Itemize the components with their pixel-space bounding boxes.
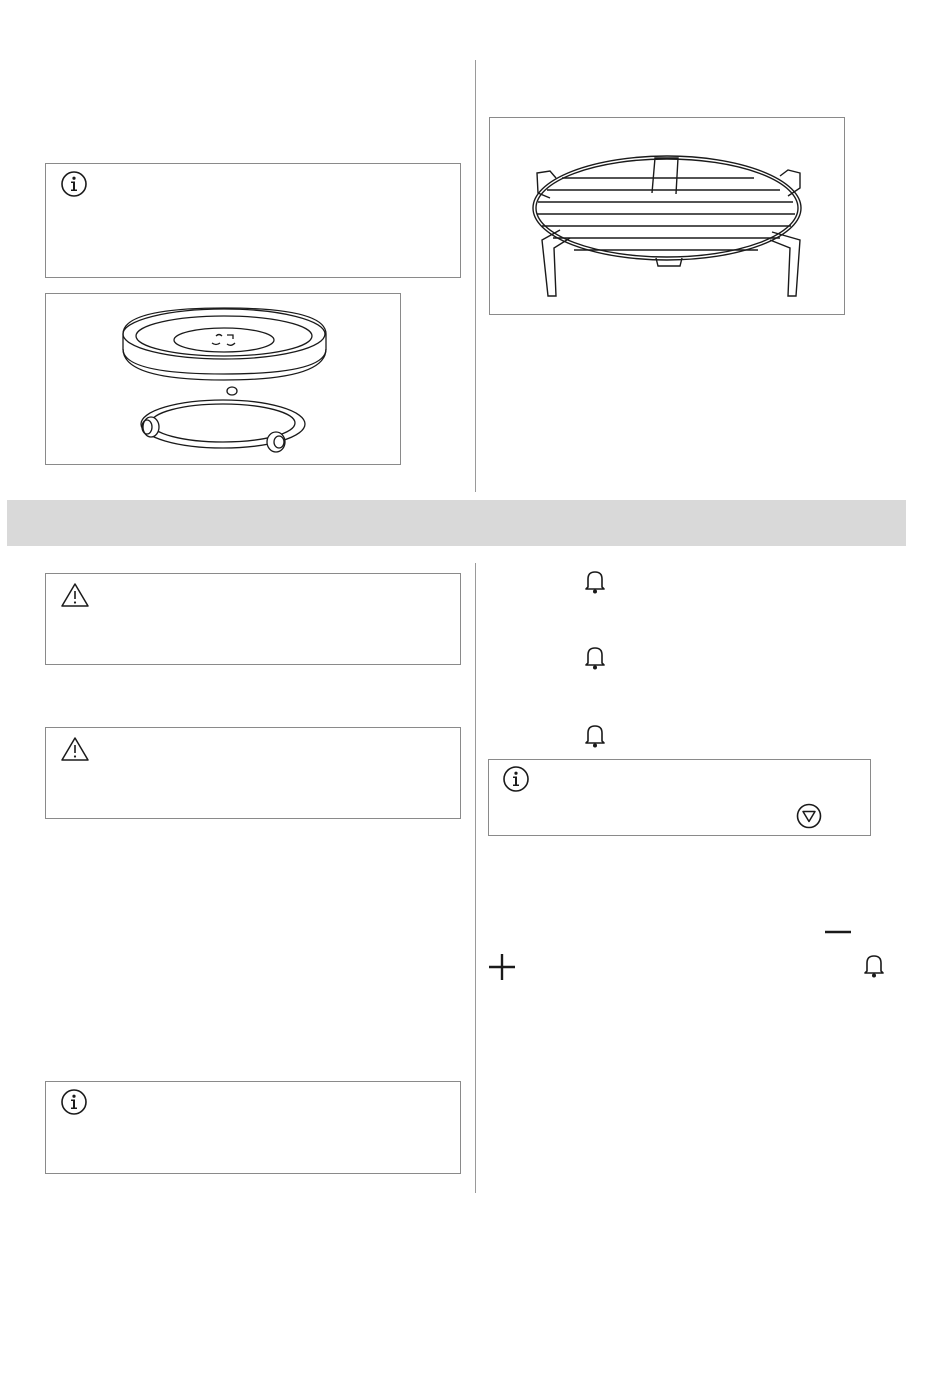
warning-triangle-icon: [60, 736, 90, 762]
info-icon: [60, 1088, 88, 1116]
warning-box-2: [45, 727, 461, 819]
stop-down-triangle-icon: [795, 802, 823, 830]
warning-triangle-icon: [60, 582, 90, 608]
bell-icon: [862, 952, 886, 978]
section-heading-band: [7, 500, 906, 546]
info-note-box-1: [45, 163, 461, 278]
bell-icon: [583, 722, 607, 748]
info-note-box-2: [45, 1081, 461, 1174]
turntable-illustration-box: [45, 293, 401, 465]
info-note-box-3: [488, 759, 871, 836]
bell-icon: [583, 568, 607, 594]
grill-rack-illustration: [490, 118, 844, 314]
grill-rack-illustration-box: [489, 117, 845, 315]
minus-icon: [824, 928, 852, 936]
plus-icon: [488, 953, 516, 981]
column-divider-top: [475, 60, 476, 492]
column-divider-bottom: [475, 563, 476, 1193]
info-icon: [502, 765, 530, 793]
warning-box-1: [45, 573, 461, 665]
turntable-illustration: [46, 294, 400, 464]
info-icon: [60, 170, 88, 198]
bell-icon: [583, 644, 607, 670]
